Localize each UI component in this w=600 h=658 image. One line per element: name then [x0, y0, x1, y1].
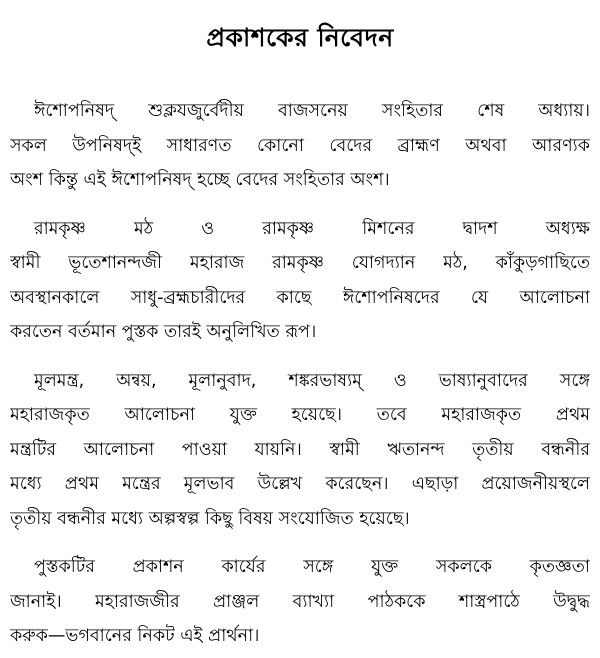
text-line: সকল উপনিষদ্ই সাধারণত কোনো বেদের ব্রাহ্মণ অথবা আরণ্যক: [10, 135, 590, 156]
text-line: জানাই। মহারাজজীর প্রাঞ্জল ব্যাখ্যা পাঠককে শাস্ত্রপাঠে উদ্বুদ্ধ: [10, 591, 590, 612]
text-line: মহারাজকৃত আলোচনা যুক্ত হয়েছে। তবে মহারাজকৃত প্রথম: [10, 405, 590, 425]
paragraph-2: [10, 212, 590, 350]
text-line: মধ্যে প্রথম মন্ত্রের মূলভাব উল্লেখ করেছেন। এছাড়া প্রয়োজনীয়স্থলে: [10, 474, 590, 494]
text-line: রামকৃষ্ণ মঠ ও রামকৃষ্ণ মিশনের দ্বাদশ অধ্যক্ষ: [34, 218, 590, 239]
text-line: মন্ত্রটির আলোচনা পাওয়া যায়নি। স্বামী ঋতানন্দ তৃতীয় বন্ধনীর: [10, 439, 590, 460]
text-line: পুস্তকটির প্রকাশন কার্যের সঙ্গে যুক্ত সকলকে কৃতজ্ঞতা: [34, 557, 590, 577]
text-line: করতেন বর্তমান পুস্তক তারই অনুলিখিত রূপ।: [10, 322, 317, 342]
paragraph-1: [10, 94, 590, 198]
text-line: ঈশোপনিষদ্ শুক্লযজুর্বেদীয় বাজসনেয় সংহিতার শেষ অধ্যায়।: [34, 101, 590, 121]
paragraph-4: [10, 550, 590, 654]
text-line: করুক—ভগবানের নিকট এই প্রার্থনা।: [10, 626, 260, 646]
text-line: তৃতীয় বন্ধনীর মধ্যে অল্পস্বল্প কিছু বিষয় সংযোজিত হয়েছে।: [10, 508, 410, 529]
page-title: প্রকাশকের নিবেদন: [206, 23, 394, 52]
text-line: অবস্থানকালে সাধু-ব্রহ্মচারীদের কাছে ঈশোপনিষদের যে আলোচনা: [10, 287, 590, 308]
text-line: স্বামী ভূতেশানন্দজী মহারাজ রামকৃষ্ণ যোগদ্যান মঠ, কাঁকুড়গাছিতে: [10, 253, 590, 273]
text-line: অংশ কিন্তু এই ঈশোপনিষদ্ হচ্ছে বেদের সংহিতার অংশ।: [10, 170, 390, 190]
text-line: মূলমন্ত্র, অন্বয়, মূলানুবাদ, শঙ্করভাষ্যম্ ও ভাষ্যানুবাদের সঙ্গে: [34, 370, 590, 391]
paragraph-3: [10, 364, 590, 537]
